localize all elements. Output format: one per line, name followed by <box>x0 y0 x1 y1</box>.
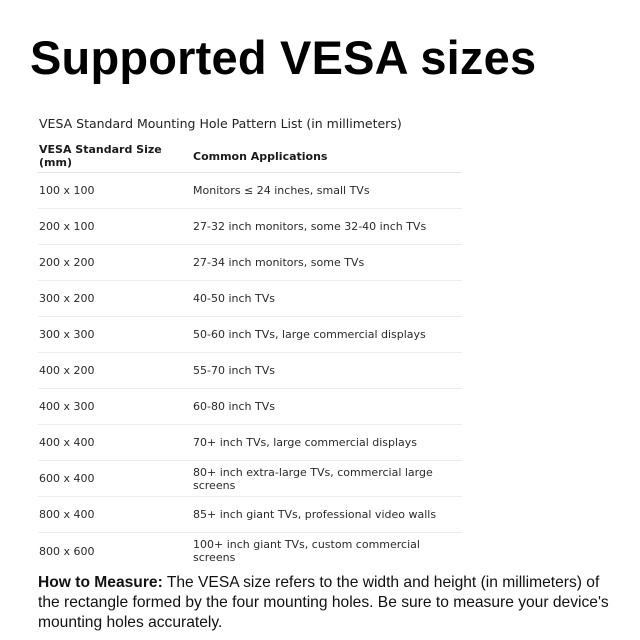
applications-cell: 27-32 inch monitors, some 32-40 inch TVs <box>193 220 427 233</box>
applications-cell: 85+ inch giant TVs, professional video walls <box>193 508 437 521</box>
vesa-size-cell: 100 x 100 <box>39 184 95 197</box>
page-title: Supported VESA sizes <box>30 31 537 84</box>
applications-cell: 55-70 inch TVs <box>193 364 275 377</box>
applications-cell: 60-80 inch TVs <box>193 400 275 413</box>
table-row <box>38 461 462 497</box>
vesa-size-cell: 200 x 100 <box>39 220 95 233</box>
table-row <box>38 497 462 533</box>
table-row <box>38 173 462 209</box>
table-row <box>38 317 462 353</box>
applications-cell: 80+ inch extra-large TVs, commercial large screens <box>193 465 433 492</box>
measure-note-lead: How to Measure: <box>38 574 163 591</box>
vesa-size-cell: 600 x 400 <box>39 472 95 485</box>
column-header-applications: Common Applications <box>193 149 328 163</box>
vesa-size-cell: 300 x 300 <box>39 328 95 341</box>
measure-note <box>38 573 618 633</box>
applications-cell: 50-60 inch TVs, large commercial displays <box>193 328 426 341</box>
vesa-size-cell: 400 x 300 <box>39 400 95 413</box>
applications-cell: 100+ inch giant TVs, custom commercial screens <box>193 538 420 564</box>
table-header-row <box>38 140 462 173</box>
applications-cell: Monitors ≤ 24 inches, small TVs <box>193 184 370 197</box>
vesa-size-cell: 400 x 400 <box>39 436 95 449</box>
vesa-table <box>38 140 462 569</box>
vesa-size-cell: 300 x 200 <box>39 292 95 305</box>
vesa-size-cell: 400 x 200 <box>39 364 95 377</box>
table-caption: VESA Standard Mounting Hole Pattern List (in millimeters) <box>39 116 402 131</box>
vesa-size-cell: 800 x 600 <box>39 544 95 558</box>
applications-cell: 70+ inch TVs, large commercial displays <box>193 436 418 449</box>
table-row <box>38 425 462 461</box>
table-row <box>38 245 462 281</box>
table-row <box>38 281 462 317</box>
table-row <box>38 533 462 569</box>
vesa-size-cell: 800 x 400 <box>39 508 95 521</box>
applications-cell: 40-50 inch TVs <box>193 292 275 305</box>
table-row <box>38 353 462 389</box>
applications-cell: 27-34 inch monitors, some TVs <box>193 256 365 269</box>
column-header-size: VESA Standard Size (mm) <box>39 143 162 169</box>
measure-note-text: The VESA size refers to the width and height (in millimeters) of the rectangle formed by the four mounting holes. Be sure to measure your device's mounting holes accurately. <box>38 574 609 631</box>
vesa-size-cell: 200 x 200 <box>39 256 95 269</box>
table-row <box>38 389 462 425</box>
table-row <box>38 209 462 245</box>
